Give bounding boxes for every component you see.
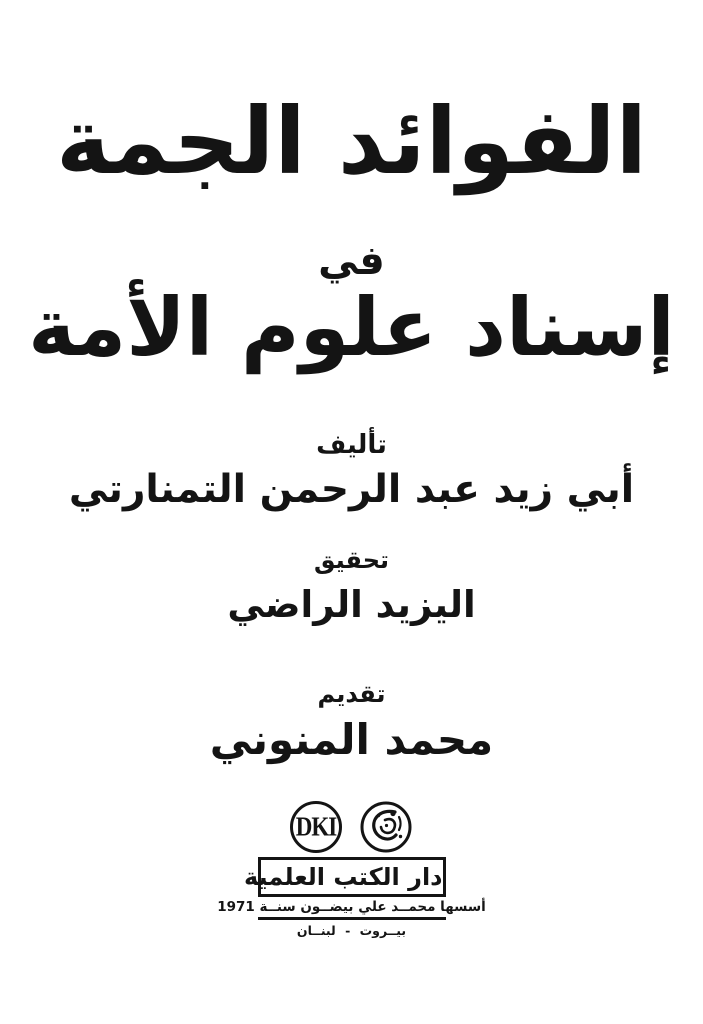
publisher-logos <box>0 800 703 854</box>
publisher-name-box <box>244 857 446 897</box>
title-connector: في <box>318 238 385 284</box>
author-label: تأليف <box>316 430 387 460</box>
dar-al-kutub-monogram-icon <box>359 800 413 854</box>
presenter-name: محمد المنوني <box>209 715 494 764</box>
editor-name: اليزيد الراضي <box>227 583 476 626</box>
presenter-label: تقديم <box>317 680 386 708</box>
divider-rule <box>258 917 446 920</box>
publisher-location-line: بيــروت - لبنــان <box>296 923 407 938</box>
author-name: أبي زيد عبد الرحمن التمنارتي <box>68 467 635 512</box>
book-subtitle: إسناد علوم الأمة <box>28 281 675 374</box>
editor-label: تحقيق <box>313 546 389 574</box>
dki-logo <box>290 801 342 853</box>
publisher-name: دار الكتب العلمية <box>244 863 443 891</box>
dki-logo-text: DKI <box>295 811 337 842</box>
book-main-title: الفوائد الجمة <box>55 88 648 195</box>
publisher-founded-line: أسسها محمــد علي بيضــون سنــة 1971 <box>217 899 486 915</box>
